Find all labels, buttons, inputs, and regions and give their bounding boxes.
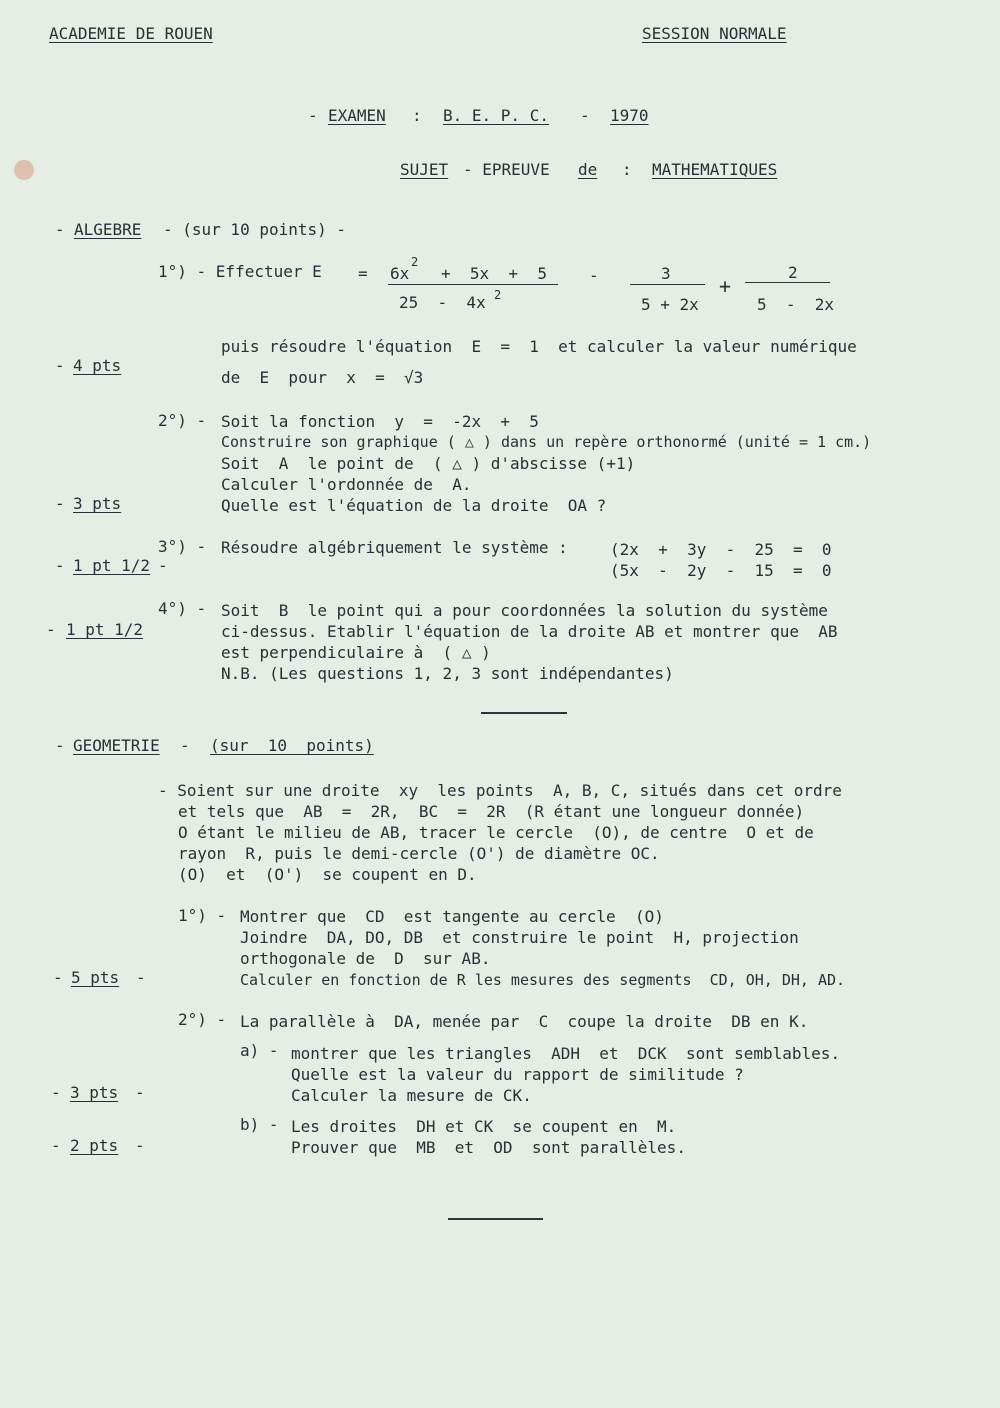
q1-points: 4 pts <box>73 356 122 375</box>
q4-label: 4°) - <box>158 599 207 618</box>
q4-points: 1 pt 1/2 <box>66 620 144 639</box>
geo-q1-line-2: Joindre DA, DO, DB et construire le point H, projection <box>240 928 799 947</box>
q3-text: Résoudre algébriquement le système : <box>221 538 568 557</box>
q4-line-4: N.B. (Les questions 1, 2, 3 sont indépendantes) <box>221 664 674 683</box>
geo-q2a-label: a) - <box>240 1041 279 1060</box>
fraction3-num: 2 <box>788 263 798 282</box>
geometry-dash: - <box>55 736 65 755</box>
geo-q2b-dash-2: - <box>135 1136 145 1155</box>
fraction3-den: 5 - 2x <box>757 295 835 314</box>
geo-q2b-label: b) - <box>240 1115 279 1134</box>
algebra-title: ALGEBRE <box>74 220 142 239</box>
geo-q2a-dash-2: - <box>135 1083 145 1102</box>
q2-line-3: Soit A le point de ( △ ) d'abscisse (+1) <box>221 454 636 473</box>
q2-label: 2°) - <box>158 411 207 430</box>
fraction1-den-a: 25 - 4x <box>399 293 486 312</box>
geometry-intro-1: - Soient sur une droite xy les points A, B, C, situés dans cet ordre <box>158 781 842 800</box>
q1-equals: = <box>358 264 368 283</box>
fraction1-den-exp: 2 <box>494 288 502 302</box>
q2-line-2: Construire son graphique ( △ ) dans un repère orthonormé (unité = 1 cm.) <box>221 433 872 451</box>
q3-points: 1 pt 1/2 <box>73 556 151 575</box>
end-divider <box>448 1218 543 1220</box>
geo-q2b-line-1: Les droites DH et CK se coupent en M. <box>291 1117 677 1136</box>
fraction2-bar <box>630 284 705 285</box>
geo-q2b-points: 2 pts <box>70 1136 119 1155</box>
fraction1-num-a: 6x <box>390 264 410 283</box>
geo-q2a-line-1: montrer que les triangles ADH et DCK sont semblables. <box>291 1044 841 1063</box>
subject-colon: : <box>622 160 632 179</box>
algebra-scale: - (sur 10 points) - <box>163 220 347 239</box>
q1-line-2: de E pour x = √3 <box>221 368 424 387</box>
exam-dash-2: - <box>580 106 590 125</box>
q3-equation-1: (2x + 3y - 25 = 0 <box>610 540 832 559</box>
exam-name: B. E. P. C. <box>443 106 549 125</box>
fraction2-den: 5 + 2x <box>641 295 699 314</box>
q1-dash: - <box>55 356 65 375</box>
geometry-intro-5: (O) et (O') se coupent en D. <box>178 865 477 884</box>
geometry-title: GEOMETRIE <box>73 736 160 755</box>
q1-plus: + <box>719 274 732 298</box>
fraction1-num-exp: 2 <box>411 255 419 269</box>
session-label: SESSION NORMALE <box>642 24 787 43</box>
geo-q2a-line-3: Calculer la mesure de CK. <box>291 1086 532 1105</box>
q4-line-2: ci-dessus. Etablir l'équation de la droite AB et montrer que AB <box>221 622 838 641</box>
q1-minus: - <box>589 266 599 285</box>
geo-q1-label: 1°) - <box>178 906 227 925</box>
geo-q1-line-1: Montrer que CD est tangente au cercle (O) <box>240 907 664 926</box>
geometry-dash-2: - <box>180 736 190 755</box>
q1-line-1: puis résoudre l'équation E = 1 et calculer la valeur numérique <box>221 337 857 356</box>
exam-word: EXAMEN <box>328 106 386 125</box>
q3-dash: - <box>55 556 65 575</box>
fraction2-num: 3 <box>661 264 671 283</box>
q3-trailing-dash: - <box>158 556 168 575</box>
q4-dash: - <box>46 620 56 639</box>
academy-label: ACADEMIE DE ROUEN <box>49 24 213 43</box>
exam-year: 1970 <box>610 106 649 125</box>
q1-label: 1°) - Effectuer E <box>158 262 322 281</box>
q4-line-1: Soit B le point qui a pour coordonnées la solution du système <box>221 601 828 620</box>
geometry-intro-3: O étant le milieu de AB, tracer le cercle (O), de centre O et de <box>178 823 814 842</box>
q2-points: 3 pts <box>73 494 122 513</box>
geometry-intro-2: et tels que AB = 2R, BC = 2R (R étant une longueur donnée) <box>178 802 805 821</box>
q2-line-1: Soit la fonction y = -2x + 5 <box>221 412 539 431</box>
exam-dash: - <box>308 106 318 125</box>
subject-title: MATHEMATIQUES <box>652 160 778 179</box>
fraction1-num-b: + 5x + 5 <box>441 264 547 283</box>
geo-q2b-dash: - <box>51 1136 61 1155</box>
q2-dash: - <box>55 494 65 513</box>
fraction1-bar <box>388 284 558 285</box>
geo-q1-dash: - <box>53 968 63 987</box>
subject-epreuve: - EPREUVE <box>463 160 550 179</box>
geo-q2b-line-2: Prouver que MB et OD sont parallèles. <box>291 1138 686 1157</box>
q2-line-4: Calculer l'ordonnée de A. <box>221 475 472 494</box>
geo-q1-dash-2: - <box>136 968 146 987</box>
geo-q1-line-3: orthogonale de D sur AB. <box>240 949 491 968</box>
geometry-intro-4: rayon R, puis le demi-cercle (O') de diamètre OC. <box>178 844 660 863</box>
section-divider <box>481 712 567 714</box>
q3-equation-2: (5x - 2y - 15 = 0 <box>610 561 832 580</box>
subject-word: SUJET <box>400 160 449 179</box>
geo-q2-label: 2°) - <box>178 1010 227 1029</box>
fraction3-bar <box>745 282 830 283</box>
paper-stain <box>14 160 34 180</box>
q2-line-5: Quelle est l'équation de la droite OA ? <box>221 496 607 515</box>
geo-q2-text: La parallèle à DA, menée par C coupe la droite DB en K. <box>240 1012 809 1031</box>
geo-q2a-line-2: Quelle est la valeur du rapport de similitude ? <box>291 1065 744 1084</box>
geo-q1-points: 5 pts <box>71 968 120 987</box>
subject-de: de <box>578 160 598 179</box>
geo-q1-line-4: Calculer en fonction de R les mesures des segments CD, OH, DH, AD. <box>240 971 846 989</box>
q3-label: 3°) - <box>158 537 207 556</box>
exam-colon: : <box>412 106 422 125</box>
geo-q2a-points: 3 pts <box>70 1083 119 1102</box>
geo-q2a-dash: - <box>51 1083 61 1102</box>
algebra-dash: - <box>55 220 65 239</box>
geometry-scale: (sur 10 points) <box>210 736 374 755</box>
q4-line-3: est perpendiculaire à ( △ ) <box>221 643 491 662</box>
